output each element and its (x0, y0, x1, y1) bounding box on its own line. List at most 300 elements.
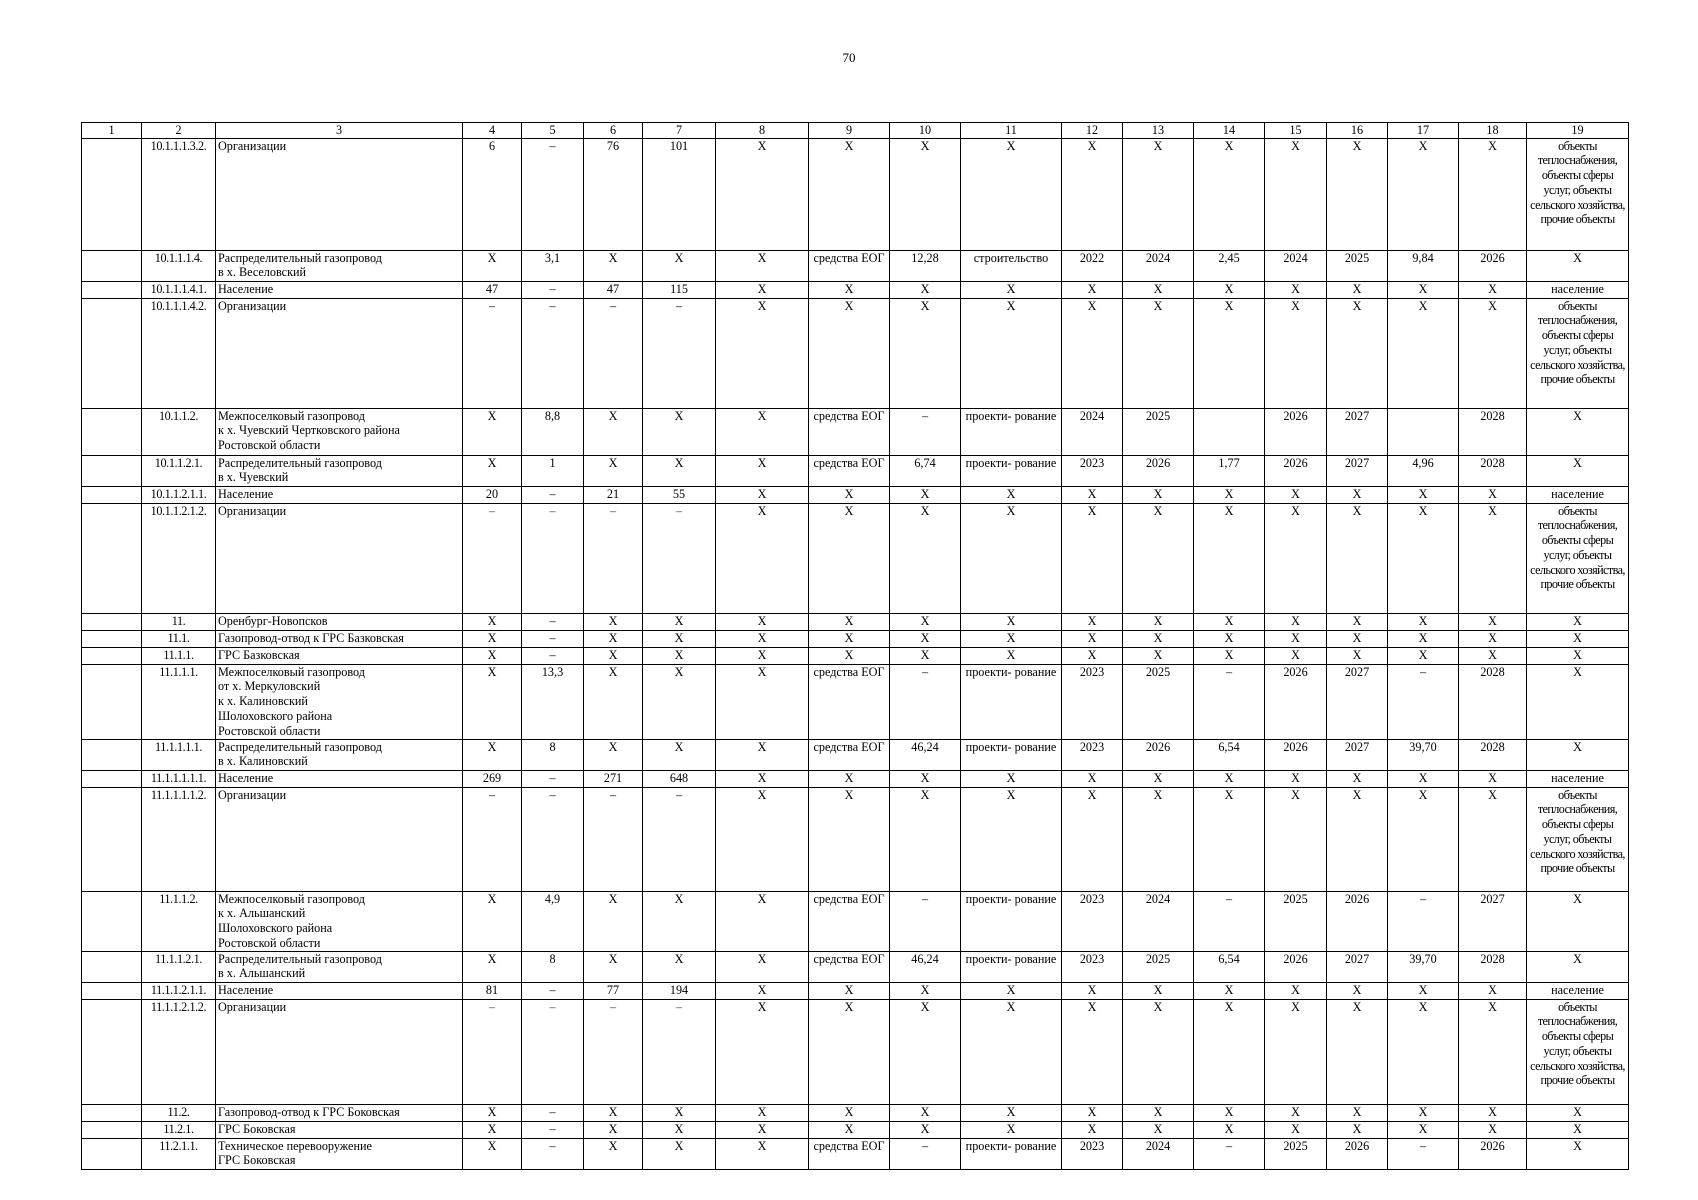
row-name-line: Оренбург-Новопсков (218, 613, 328, 628)
cell-col-7: 648 (643, 770, 716, 787)
cell-col-15: X (1265, 298, 1327, 408)
cell-col-17: X (1388, 982, 1459, 999)
cell-col-11: X (961, 1121, 1062, 1138)
cell-col-5: 3,1 (522, 250, 584, 281)
cell-col-17: X (1388, 787, 1459, 891)
cell-empty (82, 250, 142, 281)
row-name-line: Ростовской области (218, 935, 321, 950)
cell-col-15: X (1265, 486, 1327, 503)
cell-col-10: X (890, 770, 961, 787)
cell-col-17: X (1388, 503, 1459, 613)
row-code: 11.1.1.1.1.2. (142, 787, 216, 891)
cell-col-12: X (1062, 503, 1123, 613)
cell-col-4: 20 (463, 486, 522, 503)
row-name (216, 503, 463, 613)
cell-col-17: X (1388, 630, 1459, 647)
cell-col-15: X (1265, 281, 1327, 298)
cell-col-16: 2027 (1327, 664, 1388, 739)
cell-col-13: 2026 (1123, 739, 1194, 770)
row-name-line: Организации (218, 787, 287, 802)
cell-col-11: проекти- рование (961, 664, 1062, 739)
table-row (82, 486, 1629, 503)
cell-col-11: X (961, 1104, 1062, 1121)
column-number-8: 8 (716, 123, 809, 139)
table-row (82, 503, 1629, 613)
cell-col-12: X (1062, 787, 1123, 891)
cell-col-11: X (961, 613, 1062, 630)
cell-col-12: X (1062, 1104, 1123, 1121)
cell-col-18: X (1459, 982, 1527, 999)
cell-col-5: 4,9 (522, 891, 584, 951)
cell-col-17: X (1388, 770, 1459, 787)
cell-col-7: – (643, 298, 716, 408)
cell-col-12: X (1062, 982, 1123, 999)
cell-col-18: 2026 (1459, 250, 1527, 281)
cell-col-10: X (890, 613, 961, 630)
cell-col-18: 2027 (1459, 891, 1527, 951)
row-name (216, 455, 463, 486)
cell-col-15: X (1265, 999, 1327, 1104)
cell-col-9: X (809, 613, 890, 630)
cell-col-12: 2024 (1062, 408, 1123, 455)
cell-col-18: X (1459, 999, 1527, 1104)
cell-col-4: 269 (463, 770, 522, 787)
row-name (216, 1121, 463, 1138)
cell-col-9: X (809, 982, 890, 999)
cell-col-8: X (716, 951, 809, 982)
cell-col-14: – (1194, 891, 1265, 951)
cell-col-9: X (809, 281, 890, 298)
cell-col-6: 47 (584, 281, 643, 298)
column-number-3: 3 (216, 123, 463, 139)
cell-col-10: X (890, 1121, 961, 1138)
cell-col-17: 4,96 (1388, 455, 1459, 486)
cell-col-8: X (716, 503, 809, 613)
cell-empty (82, 1138, 142, 1169)
row-name (216, 647, 463, 664)
cell-col-7: X (643, 664, 716, 739)
row-name-line: Организации (218, 298, 287, 313)
column-number-16: 16 (1327, 123, 1388, 139)
cell-col-6: X (584, 630, 643, 647)
cell-col-12: X (1062, 613, 1123, 630)
cell-col-8: X (716, 486, 809, 503)
cell-col-11: проекти- рование (961, 408, 1062, 455)
cell-empty (82, 982, 142, 999)
cell-col-12: 2023 (1062, 891, 1123, 951)
cell-col-9: X (809, 486, 890, 503)
cell-col-6: X (584, 951, 643, 982)
cell-col-16: X (1327, 630, 1388, 647)
row-name-line: Организации (218, 138, 287, 153)
cell-col-13: X (1123, 787, 1194, 891)
cell-col-18: 2028 (1459, 951, 1527, 982)
cell-col-7: 55 (643, 486, 716, 503)
table-body (82, 138, 1629, 1169)
cell-col-9: X (809, 1104, 890, 1121)
cell-col-16: X (1327, 503, 1388, 613)
column-number-19: 19 (1527, 123, 1629, 139)
cell-col-16: X (1327, 298, 1388, 408)
row-name-line: ГРС Базковская (218, 647, 300, 662)
cell-col-18: 2028 (1459, 408, 1527, 455)
cell-col-8: X (716, 455, 809, 486)
row-code: 11.1. (142, 630, 216, 647)
cell-col-13: X (1123, 503, 1194, 613)
cell-col-13: X (1123, 613, 1194, 630)
cell-col-4: 6 (463, 138, 522, 250)
cell-col-17: X (1388, 647, 1459, 664)
cell-empty (82, 951, 142, 982)
cell-col-10: X (890, 281, 961, 298)
cell-col-4: – (463, 298, 522, 408)
column-number-row (82, 123, 1629, 139)
cell-col-5: – (522, 999, 584, 1104)
cell-col-6: 21 (584, 486, 643, 503)
cell-col-18: 2028 (1459, 664, 1527, 739)
cell-empty (82, 1121, 142, 1138)
row-name (216, 250, 463, 281)
cell-col-5: – (522, 613, 584, 630)
cell-col-19: X (1527, 1104, 1629, 1121)
cell-col-16: X (1327, 999, 1388, 1104)
row-code: 11.2.1. (142, 1121, 216, 1138)
row-code: 10.1.1.1.4.2. (142, 298, 216, 408)
cell-col-13: X (1123, 982, 1194, 999)
cell-col-10: X (890, 647, 961, 664)
cell-col-4: X (463, 739, 522, 770)
cell-empty (82, 503, 142, 613)
cell-col-16: 2025 (1327, 250, 1388, 281)
cell-col-19: X (1527, 250, 1629, 281)
cell-col-6: 271 (584, 770, 643, 787)
cell-col-17: 39,70 (1388, 951, 1459, 982)
cell-col-19: X (1527, 630, 1629, 647)
column-number-9: 9 (809, 123, 890, 139)
row-name-line: Ростовской области (218, 723, 321, 738)
cell-col-19: X (1527, 951, 1629, 982)
row-name-line: от х. Меркуловский (218, 679, 321, 694)
row-name-line: Межпоселковый газопровод (218, 408, 365, 423)
table-row (82, 647, 1629, 664)
cell-col-5: 8 (522, 739, 584, 770)
cell-col-13: X (1123, 138, 1194, 250)
cell-col-17: 9,84 (1388, 250, 1459, 281)
cell-col-17: X (1388, 1104, 1459, 1121)
cell-col-6: 77 (584, 982, 643, 999)
cell-col-10: X (890, 999, 961, 1104)
cell-col-9: X (809, 770, 890, 787)
cell-col-13: 2025 (1123, 408, 1194, 455)
table-row (82, 739, 1629, 770)
row-code: 11.1.1. (142, 647, 216, 664)
row-name-line: Шолоховского района (218, 708, 333, 723)
row-name (216, 951, 463, 982)
cell-col-18: 2026 (1459, 1138, 1527, 1169)
cell-col-19: объекты теплоснабжения, объекты сферы услуг, объекты сельского хозяйства, прочие объекты (1527, 503, 1629, 613)
column-number-1: 1 (82, 123, 142, 139)
cell-col-14: X (1194, 770, 1265, 787)
row-name (216, 138, 463, 250)
cell-col-15: 2025 (1265, 891, 1327, 951)
row-name-line: в х. Альшанский (218, 966, 306, 981)
cell-col-13: 2024 (1123, 891, 1194, 951)
cell-col-14: X (1194, 787, 1265, 891)
cell-col-19: население (1527, 486, 1629, 503)
cell-col-19: объекты теплоснабжения, объекты сферы услуг, объекты сельского хозяйства, прочие объекты (1527, 999, 1629, 1104)
column-number-5: 5 (522, 123, 584, 139)
cell-col-19: население (1527, 281, 1629, 298)
cell-col-5: – (522, 630, 584, 647)
cell-col-13: 2024 (1123, 250, 1194, 281)
cell-col-10: – (890, 1138, 961, 1169)
cell-col-13: X (1123, 770, 1194, 787)
cell-col-15: 2026 (1265, 664, 1327, 739)
cell-col-14: X (1194, 486, 1265, 503)
cell-col-19: X (1527, 664, 1629, 739)
cell-col-6: X (584, 664, 643, 739)
cell-col-5: – (522, 647, 584, 664)
cell-col-18: X (1459, 138, 1527, 250)
cell-col-4: X (463, 630, 522, 647)
cell-col-11: проекти- рование (961, 1138, 1062, 1169)
column-number-12: 12 (1062, 123, 1123, 139)
cell-col-5: – (522, 982, 584, 999)
row-name-line: Распределительный газопровод (218, 951, 382, 966)
cell-col-13: X (1123, 999, 1194, 1104)
cell-col-6: X (584, 250, 643, 281)
cell-col-8: X (716, 138, 809, 250)
cell-col-18: X (1459, 281, 1527, 298)
row-code: 11.2.1.1. (142, 1138, 216, 1169)
column-number-18: 18 (1459, 123, 1527, 139)
cell-col-16: X (1327, 770, 1388, 787)
cell-col-14: X (1194, 613, 1265, 630)
row-name (216, 739, 463, 770)
cell-col-5: – (522, 1138, 584, 1169)
cell-col-9: средства ЕОГ (809, 1138, 890, 1169)
cell-col-9: X (809, 1121, 890, 1138)
cell-col-8: X (716, 613, 809, 630)
cell-col-12: X (1062, 999, 1123, 1104)
row-name (216, 891, 463, 951)
cell-col-11: X (961, 281, 1062, 298)
cell-col-7: X (643, 951, 716, 982)
cell-col-17: – (1388, 664, 1459, 739)
cell-col-16: 2026 (1327, 891, 1388, 951)
table-row (82, 787, 1629, 891)
table-row (82, 891, 1629, 951)
cell-col-8: X (716, 647, 809, 664)
cell-col-8: X (716, 1104, 809, 1121)
cell-col-9: X (809, 298, 890, 408)
cell-col-18: X (1459, 298, 1527, 408)
cell-col-11: проекти- рование (961, 739, 1062, 770)
cell-empty (82, 770, 142, 787)
cell-col-9: средства ЕОГ (809, 739, 890, 770)
cell-col-19: X (1527, 891, 1629, 951)
cell-col-12: X (1062, 770, 1123, 787)
cell-col-7: X (643, 891, 716, 951)
cell-col-7: 194 (643, 982, 716, 999)
cell-col-15: X (1265, 1121, 1327, 1138)
cell-col-19: население (1527, 982, 1629, 999)
cell-col-14: 2,45 (1194, 250, 1265, 281)
cell-col-6: X (584, 408, 643, 455)
cell-empty (82, 739, 142, 770)
table-row (82, 982, 1629, 999)
cell-col-16: X (1327, 486, 1388, 503)
cell-col-6: – (584, 999, 643, 1104)
cell-empty (82, 664, 142, 739)
cell-col-8: X (716, 891, 809, 951)
column-number-10: 10 (890, 123, 961, 139)
row-name-line: Техническое перевооружение (218, 1138, 372, 1153)
table-row (82, 630, 1629, 647)
cell-col-18: X (1459, 613, 1527, 630)
cell-col-11: X (961, 999, 1062, 1104)
row-code: 11.1.1.1. (142, 664, 216, 739)
cell-col-10: 46,24 (890, 739, 961, 770)
cell-col-14: X (1194, 1121, 1265, 1138)
cell-col-18: X (1459, 1104, 1527, 1121)
row-name-line: Межпоселковый газопровод (218, 664, 365, 679)
row-name-line: в х. Калиновский (218, 754, 308, 769)
column-number-17: 17 (1388, 123, 1459, 139)
cell-col-7: – (643, 999, 716, 1104)
cell-col-16: X (1327, 1104, 1388, 1121)
row-name (216, 613, 463, 630)
table-row (82, 298, 1629, 408)
cell-col-19: X (1527, 408, 1629, 455)
cell-col-5: 8 (522, 951, 584, 982)
cell-col-11: X (961, 647, 1062, 664)
cell-col-17 (1388, 408, 1459, 455)
cell-col-8: X (716, 664, 809, 739)
cell-col-19: объекты теплоснабжения, объекты сферы услуг, объекты сельского хозяйства, прочие объекты (1527, 298, 1629, 408)
row-name (216, 1104, 463, 1121)
cell-col-9: средства ЕОГ (809, 408, 890, 455)
investment-program-table (81, 122, 1629, 1170)
cell-col-6: X (584, 613, 643, 630)
cell-col-10: 46,24 (890, 951, 961, 982)
cell-col-6: X (584, 1104, 643, 1121)
cell-col-14: 1,77 (1194, 455, 1265, 486)
row-code: 10.1.1.1.4. (142, 250, 216, 281)
cell-col-14: – (1194, 664, 1265, 739)
cell-col-17: – (1388, 891, 1459, 951)
cell-col-18: X (1459, 787, 1527, 891)
cell-col-17: X (1388, 486, 1459, 503)
cell-col-14: X (1194, 298, 1265, 408)
cell-col-18: X (1459, 1121, 1527, 1138)
cell-col-10: X (890, 982, 961, 999)
cell-empty (82, 138, 142, 250)
cell-col-9: средства ЕОГ (809, 455, 890, 486)
cell-col-6: 76 (584, 138, 643, 250)
cell-col-14: X (1194, 138, 1265, 250)
cell-col-8: X (716, 999, 809, 1104)
row-name-line: Межпоселковый газопровод (218, 891, 365, 906)
cell-col-15: X (1265, 613, 1327, 630)
cell-col-16: 2027 (1327, 455, 1388, 486)
row-name-line: в х. Чуевский (218, 470, 289, 485)
row-name-line: Население (218, 982, 274, 997)
cell-col-8: X (716, 770, 809, 787)
cell-col-5: 8,8 (522, 408, 584, 455)
cell-col-18: 2028 (1459, 455, 1527, 486)
cell-col-4: X (463, 891, 522, 951)
table-row (82, 281, 1629, 298)
cell-col-15: X (1265, 787, 1327, 891)
cell-col-17: – (1388, 1138, 1459, 1169)
cell-empty (82, 647, 142, 664)
table-row (82, 613, 1629, 630)
cell-col-5: 13,3 (522, 664, 584, 739)
cell-col-9: X (809, 503, 890, 613)
cell-empty (82, 455, 142, 486)
row-code: 11.1.1.1.1.1. (142, 770, 216, 787)
cell-col-8: X (716, 281, 809, 298)
row-name-line: Распределительный газопровод (218, 250, 382, 265)
cell-col-4: X (463, 455, 522, 486)
cell-col-5: – (522, 486, 584, 503)
cell-col-9: средства ЕОГ (809, 250, 890, 281)
cell-col-19: X (1527, 613, 1629, 630)
column-number-14: 14 (1194, 123, 1265, 139)
row-name-line: Организации (218, 503, 287, 518)
row-name (216, 787, 463, 891)
cell-col-7: X (643, 739, 716, 770)
cell-col-4: X (463, 951, 522, 982)
cell-col-9: средства ЕОГ (809, 664, 890, 739)
cell-col-12: X (1062, 630, 1123, 647)
cell-col-8: X (716, 1138, 809, 1169)
cell-col-17: X (1388, 281, 1459, 298)
cell-col-7: – (643, 787, 716, 891)
cell-col-14: X (1194, 999, 1265, 1104)
row-name (216, 281, 463, 298)
cell-col-11: X (961, 787, 1062, 891)
table-row (82, 664, 1629, 739)
table-row (82, 770, 1629, 787)
cell-col-11: X (961, 982, 1062, 999)
page-number: 70 (842, 50, 856, 65)
cell-col-4: X (463, 664, 522, 739)
cell-col-6: X (584, 891, 643, 951)
cell-col-15: X (1265, 982, 1327, 999)
row-name-line: Организации (218, 999, 287, 1014)
cell-col-6: X (584, 1138, 643, 1169)
row-code: 11.1.1.2. (142, 891, 216, 951)
row-name-line: ГРС Боковская (218, 1121, 296, 1136)
cell-col-10: X (890, 630, 961, 647)
cell-col-8: X (716, 982, 809, 999)
cell-col-12: X (1062, 298, 1123, 408)
cell-col-16: X (1327, 281, 1388, 298)
cell-col-10: – (890, 664, 961, 739)
cell-col-15: X (1265, 770, 1327, 787)
cell-col-11: проекти- рование (961, 455, 1062, 486)
row-code: 10.1.1.2.1.1. (142, 486, 216, 503)
row-name-line: Население (218, 486, 274, 501)
cell-col-17: X (1388, 138, 1459, 250)
cell-col-6: X (584, 1121, 643, 1138)
cell-col-6: – (584, 298, 643, 408)
row-code: 10.1.1.2.1.2. (142, 503, 216, 613)
column-number-11: 11 (961, 123, 1062, 139)
row-name-line: Население (218, 770, 274, 785)
